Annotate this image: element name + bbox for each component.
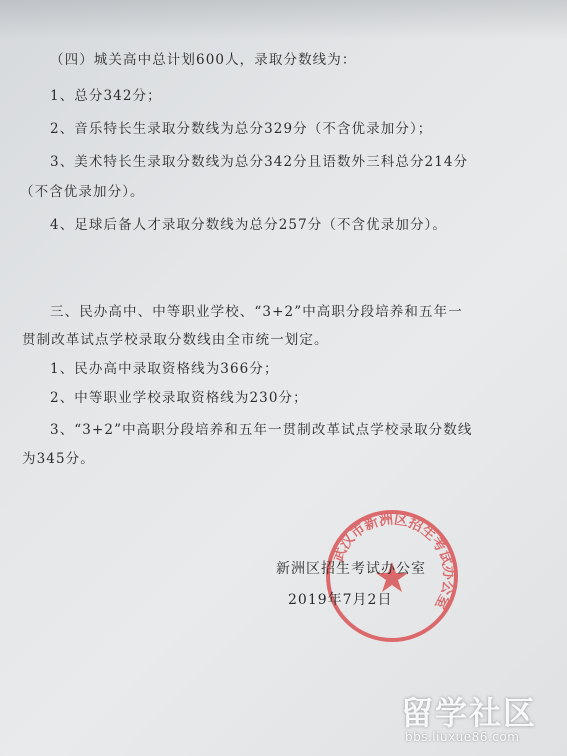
- doc-line-8: 贯制改革试点学校录取分数线由全市统一划定。: [22, 332, 329, 348]
- doc-line-11: 3、“3+2”中高职分段培养和五年一贯制改革试点学校录取分数线: [50, 422, 473, 438]
- watermark-brand: 留学社区: [401, 694, 538, 732]
- doc-line-5: （不含优录加分）。: [20, 184, 145, 200]
- doc-line-1: （四）城关高中总计划600人，录取分数线为：: [50, 52, 357, 68]
- signature-date: 2019年7月2日: [288, 592, 393, 608]
- signature-org: 新洲区招生考试办公室: [276, 561, 426, 577]
- watermark-url: bbs.liuxue86.com: [405, 730, 520, 744]
- doc-line-3: 2、音乐特长生录取分数线为总分329分（不含优录加分）；: [50, 121, 433, 137]
- seal-text: 武汉市新洲区招生考试办公室: [330, 511, 457, 612]
- doc-line-9: 1、民办高中录取资格线为366分；: [50, 361, 279, 377]
- doc-line-7: 三、民办高中、中等职业学校、“3+2”中高职分段培养和五年一: [50, 304, 463, 320]
- doc-line-10: 2、中等职业学校录取资格线为230分；: [50, 390, 308, 406]
- page-shadow: [0, 0, 567, 40]
- doc-line-2: 1、总分342分；: [50, 88, 162, 104]
- doc-line-6: 4、足球后备人才录取分数线为总分257分（不含优录加分）。: [50, 217, 448, 233]
- doc-line-12: 为345分。: [22, 451, 95, 467]
- doc-line-4: 3、美术特长生录取分数线为总分342分且语数外三科总分214分: [50, 154, 469, 170]
- watermark: [397, 688, 557, 750]
